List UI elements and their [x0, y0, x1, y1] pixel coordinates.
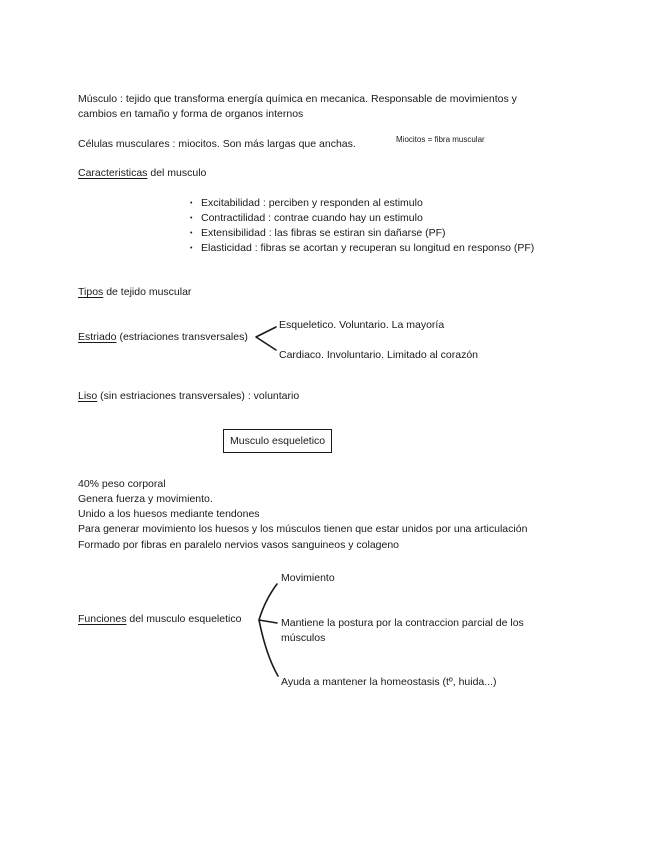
functions-heading-underlined: Funciones — [78, 613, 127, 625]
types-heading-rest: de tejido muscular — [103, 286, 192, 298]
skeletal-fact: Genera fuerza y movimiento. — [78, 493, 213, 505]
function-branch: Movimiento — [281, 572, 335, 584]
characteristic-item: Excitabilidad : perciben y responden al estimulo — [201, 197, 423, 209]
characteristic-item: Extensibilidad : las fibras se estiran sin dañarse (PF) — [201, 227, 446, 239]
skeletal-fact: 40% peso corporal — [78, 478, 166, 490]
characteristic-item: Contractilidad : contrae cuando hay un estimulo — [201, 212, 423, 224]
characteristics-heading-rest: del musculo — [147, 167, 207, 179]
striated-branch: Esqueletico. Voluntario. La mayoría — [279, 319, 445, 331]
smooth-label-underlined: Liso — [78, 390, 98, 402]
skeletal-fact: Unido a los huesos mediante tendones — [78, 508, 260, 520]
types-heading-underlined: Tipos — [78, 286, 104, 298]
skeletal-fact: Para generar movimiento los huesos y los músculos tienen que estar unidos por una articulación — [78, 523, 528, 535]
bullet-icon: • — [190, 200, 193, 207]
smooth-label-rest: (sin estriaciones transversales) : voluntario — [97, 390, 300, 402]
skeletal-title-box: Musculo esqueletico — [223, 429, 332, 453]
striated-label-underlined: Estriado — [78, 331, 117, 343]
intro-line-2: cambios en tamaño y forma de organos internos — [78, 108, 304, 120]
bullet-icon: • — [190, 245, 193, 252]
intro-line-1: Músculo : tejido que transforma energía química en mecanica. Responsable de movimientos y — [78, 93, 517, 105]
function-branch: Ayuda a mantener la homeostasis (tº, huida...) — [281, 676, 497, 688]
striated-branch: Cardiaco. Involuntario. Limitado al corazón — [279, 349, 479, 361]
striated-label-rest: (estriaciones transversales) — [116, 331, 248, 343]
cells-note: Miocitos = fibra muscular — [396, 135, 485, 144]
function-branch: Mantiene la postura por la contraccion parcial de los — [281, 617, 524, 629]
bullet-icon: • — [190, 230, 193, 237]
bullet-icon: • — [190, 215, 193, 222]
characteristic-item: Elasticidad : fibras se acortan y recuperan su longitud en responso (PF) — [201, 242, 535, 254]
skeletal-fact: Formado por fibras en paralelo nervios vasos sanguineos y colageno — [78, 539, 400, 551]
function-branch: músculos — [281, 632, 326, 644]
characteristics-heading-underlined: Caracteristicas — [78, 167, 148, 179]
cells-text: Células musculares : miocitos. Son más largas que anchas. — [78, 138, 356, 150]
functions-heading-rest: del musculo esqueletico — [126, 613, 242, 625]
